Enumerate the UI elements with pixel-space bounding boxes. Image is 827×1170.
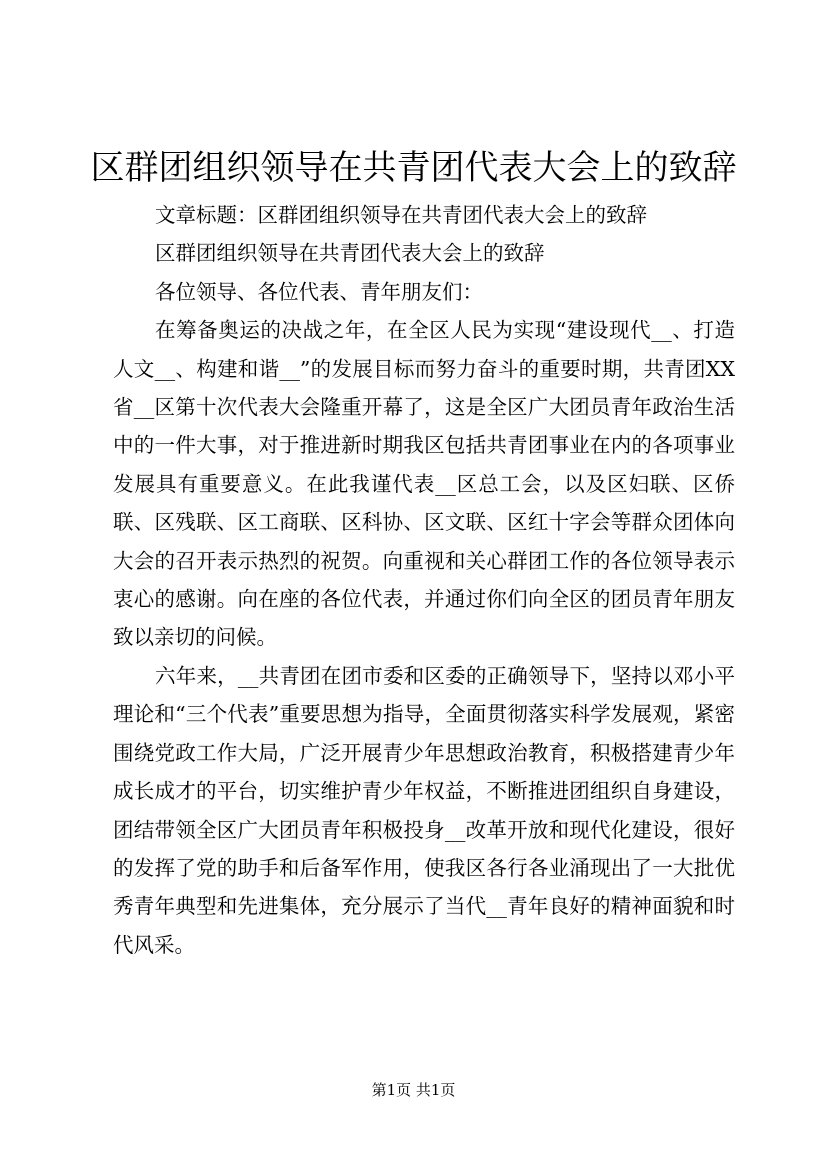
paragraph-salutation: 各位领导、各位代表、青年朋友们： bbox=[155, 279, 483, 304]
paragraph-article-title: 文章标题：区群团组织领导在共青团代表大会上的致辞 bbox=[155, 203, 647, 227]
page-footer: 第1页 共1页 bbox=[371, 1081, 456, 1099]
paragraph-body: 六年来，__共青团在团市委和区委的正确领导下，坚持以邓小平理论和“三个代表”重要思想为指导，全面贯彻落实科学发展观，紧密围绕党政工作大局，广泛开展青少年思想政治教育，积极搭建青少年成长成才的平台，切实维护青少年权益，不断推进团组织自身建设，团结带领全区广大团员青年积极投身__改革开放和现代化建设，很好的发挥了党的助手和后备军作用，使我区各行各业涌现出了一大批优秀青年典型和先进集体，充分展示了当代__青年良好的精神面貌和时代风采。 bbox=[113, 663, 735, 957]
document-title: 区群团组织领导在共青团代表大会上的致辞 bbox=[90, 148, 737, 188]
paragraph-repeated-title: 区群团组织领导在共青团代表大会上的致辞 bbox=[155, 241, 545, 266]
document-body bbox=[113, 196, 735, 964]
paragraph-body: 在筹备奥运的决战之年，在全区人民为实现“建设现代__、打造人文__、构建和谐__”的发展目标而努力奋斗的重要时期，共青团XX省__区第十次代表大会隆重开幕了，这是全区广大团员青年政治生活中的一件大事，对于推进新时期我区包括共青团事业在内的各项事业发展具有重要意义。在此我谨代表__区总工会，以及区妇联、区侨联、区残联、区工商联、区科协、区文联、区红十字会等群众团体向大会的召开表示热烈的祝贺。向重视和关心群团工作的各位领导表示衷心的感谢。向在座的各位代表，并通过你们向全区的团员青年朋友致以亲切的问候。 bbox=[113, 318, 735, 650]
